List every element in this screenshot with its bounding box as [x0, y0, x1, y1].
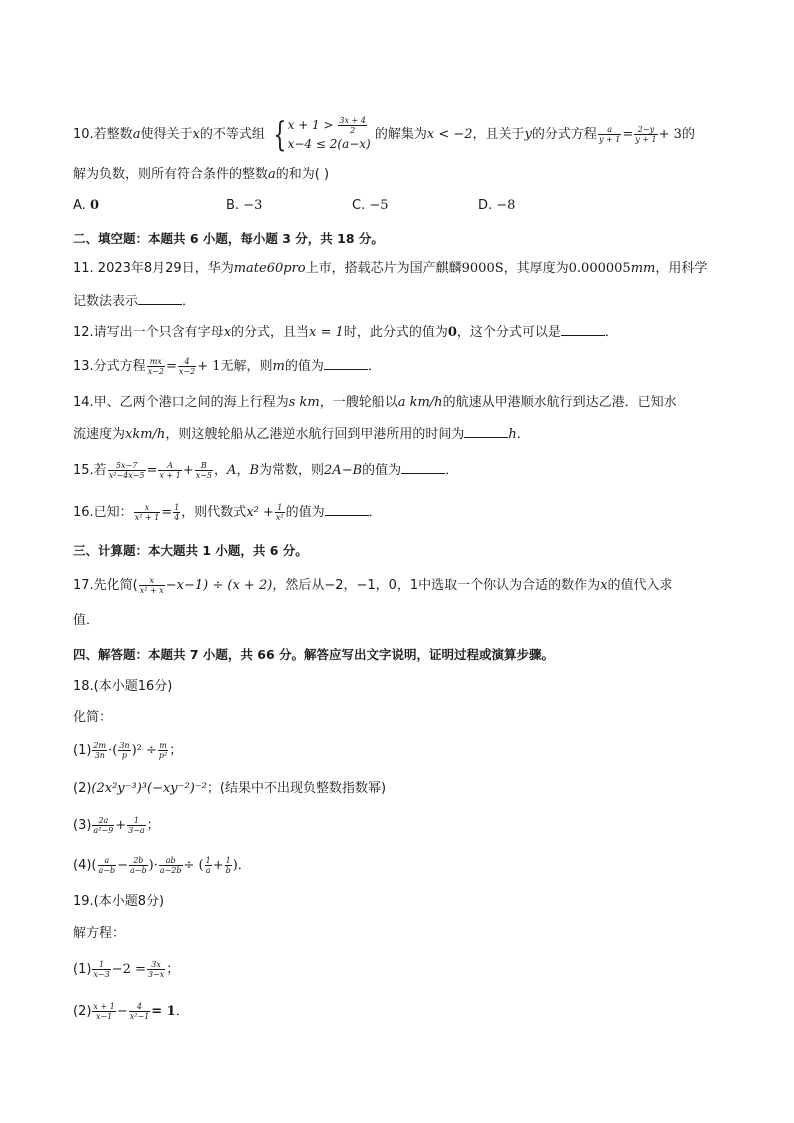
option-c: C. −5: [352, 198, 389, 213]
fraction: $\frac{x}{\text{x² + 1}}$: [134, 503, 160, 522]
question-19-heading: 19.(本小题8分): [73, 894, 165, 909]
fraction: $\frac{a}{a-b}$: [98, 856, 116, 875]
q10-text: 的不等式组: [199, 127, 265, 142]
question-10-line-2: [73, 166, 329, 184]
fraction: $\frac{2b}{a-b}$: [130, 856, 147, 875]
math-term: + 3: [658, 127, 682, 142]
question-15: 15.若 $\frac{5x-7}{\text{x²−4x−5}}$ = $\frac{A}{x + 1}$ + $\frac{B}{x-5}$ ，A，B为常数，则2A−B的值为 ．: [73, 461, 459, 480]
thickness-value: 0.000005: [568, 261, 631, 276]
fraction: $\frac{5x-7}{\text{x²−4x−5}}$: [108, 461, 145, 480]
fraction: $\frac{1}{3-a}$: [128, 816, 145, 835]
brand-name: mate60pro: [233, 261, 306, 276]
question-14-line-2: 流速度为xkm/h，则这艘轮船从乙港逆水航行回到甲港所用的时间为 h.: [73, 427, 521, 442]
fraction: $\frac{2m}{3n}$: [93, 741, 107, 760]
q10-text: 的分式方程: [531, 127, 597, 142]
question-19-part-1: (1) $\frac{1}{x-3}$ −2 = $\frac{3x}{3-x}$ ；: [73, 960, 180, 979]
fraction: $\frac{m}{\text{p²}}$: [158, 741, 168, 760]
equals-sign: =: [622, 127, 634, 142]
question-16: 16.已知： $\frac{x}{\text{x² + 1}}$ = $\frac{1}{4}$ ，则代数式x² + $\frac{1}{\text{x²}}$ 的值为 ．: [73, 503, 382, 522]
section-3-heading: 三、计算题：本大题共 1 小题，共 6 分。: [73, 543, 308, 558]
question-18-heading: 18.(本小题16分): [73, 679, 173, 694]
q10-text: 的解集为: [374, 127, 427, 142]
question-18-part-4: (4)( $\frac{a}{a-b}$ − $\frac{2b}{a-b}$ )· $\frac{ab}{a-2b}$ ÷ ( $\frac{1}{a}$ + $\frac{1}{b}$ )．: [73, 856, 251, 875]
var-a: a: [268, 167, 276, 182]
question-11-line-1: 11. 2023年8月29日，华为mate60pro上市，搭载芯片为国产麒麟9000S，其厚度为0.000005mm，用科学: [73, 261, 708, 276]
q10-text: 的和为( ): [275, 167, 330, 182]
section-4-heading: 四、解答题：本题共 7 小题，共 66 分。解答应写出文字说明，证明过程或演算步骤。: [73, 647, 555, 662]
question-19-part-2: (2) $\frac{x + 1}{x-1}$ − $\frac{4}{\text{x²−1}}$ = 1．: [73, 1002, 189, 1021]
option-d: D. −8: [478, 198, 516, 213]
answer-blank[interactable]: [324, 357, 368, 370]
fraction: $\frac{1}{4}$: [174, 503, 180, 522]
fraction: $\frac{1}{a}$: [205, 856, 211, 875]
fraction: $\frac{2a}{\text{a²−9}}$: [93, 816, 114, 835]
fraction: $\frac{4}{\text{x²−1}}$: [129, 1002, 150, 1021]
question-18-part-2: (2)(2x²y⁻³)³(−xy⁻²)⁻²；(结果中不出现负整数指数幂): [73, 781, 387, 796]
question-12: 12.请写出一个只含有字母x的分式，且当x = 1时，此分式的值为0，这个分式可以是 ．: [73, 325, 618, 340]
answer-blank[interactable]: [325, 503, 369, 516]
q10-text: 解为负数，则所有符合条件的整数: [73, 167, 269, 182]
question-17-line-2: 值．: [73, 613, 100, 628]
question-18-part-3: (3) $\frac{2a}{\text{a²−9}}$ + $\frac{1}{3-a}$ ；: [73, 816, 160, 835]
inequality-system: [269, 116, 371, 153]
fraction: $\frac{3x}{3-x}$: [147, 960, 165, 979]
question-19-intro: 解方程：: [73, 926, 126, 941]
fraction: $\frac{1}{x-3}$: [93, 960, 110, 979]
fraction: $\frac{1}{b}$: [225, 856, 231, 875]
fraction: $\frac{4}{x-2}$: [178, 357, 196, 376]
answer-blank[interactable]: [138, 292, 182, 305]
inequality-row-2: x−4 ≤ 2(a−x): [287, 137, 371, 151]
section-2-heading: 二、填空题：本题共 6 小题，每小题 3 分，共 18 分。: [73, 231, 384, 246]
option-a: A. 0: [73, 198, 99, 213]
var-a: a: [132, 127, 141, 142]
question-18-intro: 化简：: [73, 710, 113, 725]
fraction: $\frac{ab}{a-2b}$: [159, 856, 182, 875]
unit: mm: [630, 261, 656, 276]
answer-blank[interactable]: [561, 323, 605, 336]
fraction: $\frac{a}{y + 1}$: [598, 125, 621, 144]
solution-condition: x < −2: [426, 127, 473, 142]
fraction: $\frac{1}{\text{x²}}$: [275, 503, 284, 522]
inequality-row-1: x + 1 > $\frac{3x + 4}{2}$: [287, 116, 366, 135]
q10-text: ，且关于: [472, 127, 525, 142]
fraction: $\frac{A}{x + 1}$: [159, 461, 181, 480]
option-b: B. −3: [226, 198, 263, 213]
var-x: x: [192, 127, 200, 142]
chip-model: 9000S: [461, 261, 504, 276]
fraction: $\frac{x}{\text{x² + x}}$: [139, 576, 164, 595]
fraction: $\frac{3x + 4}{2}$: [339, 116, 366, 135]
question-13: 13.分式方程 $\frac{mx}{x-2}$ = $\frac{4}{x-2}$ + 1无解，则m的值为 ．: [73, 357, 381, 376]
fraction: $\frac{x + 1}{x-1}$: [93, 1002, 115, 1021]
left-brace: {: [273, 114, 287, 155]
fraction: $\frac{3n}{p}$: [119, 741, 130, 760]
q10-text: 使得关于: [140, 127, 193, 142]
question-18-part-1: (1) $\frac{2m}{3n}$ ·( $\frac{3n}{p}$ )² ÷ $\frac{m}{\text{p²}}$ ；: [73, 741, 183, 760]
answer-blank[interactable]: [464, 425, 508, 438]
question-14-line-1: 14.甲、乙两个港口之间的海上行程为s km，一艘轮船以a km/h的航速从甲港顺水航行到达乙港．已知水: [73, 395, 677, 410]
question-17-line-1: 17.先化简( $\frac{x}{\text{x² + x}}$ −x−1) ÷ (x + 2)，然后从−2，−1，0，1中选取一个你认为合适的数作为x的值代入求: [73, 576, 673, 595]
question-11-line-2: 记数法表示 ．: [73, 294, 196, 309]
question-10-line-1: [73, 116, 695, 153]
fraction: $\frac{mx}{x-2}$: [147, 357, 164, 376]
q10-text: 10.若整数: [73, 127, 133, 142]
var-y: y: [524, 127, 532, 142]
answer-blank[interactable]: [401, 461, 445, 474]
fraction: $\frac{B}{x-5}$: [195, 461, 213, 480]
q10-text: 的: [681, 127, 695, 142]
fraction: $\frac{2-y}{y + 1}$: [635, 125, 657, 144]
